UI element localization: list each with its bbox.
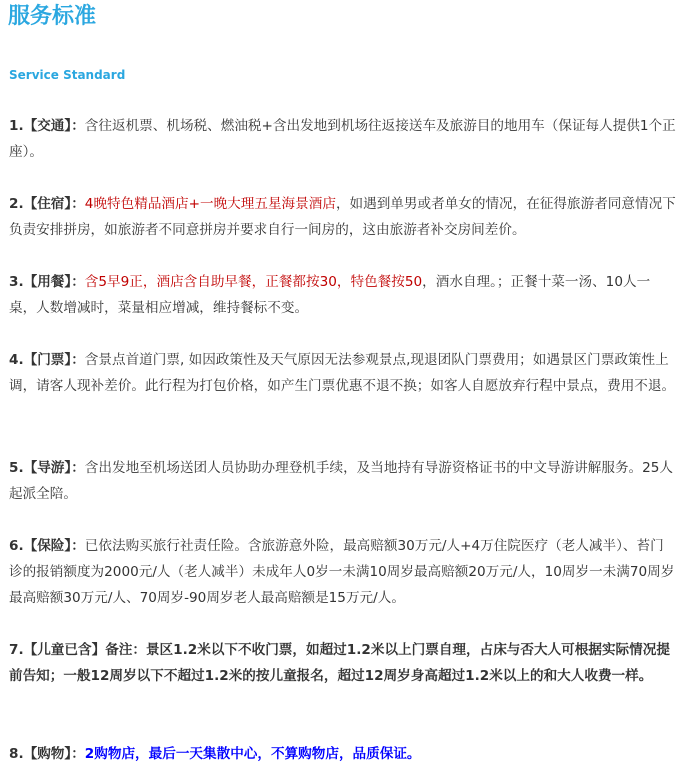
item-insurance: [9, 533, 677, 611]
item-text: 备注：景区1.2米以下不收门票，如超过1.2米以上门票自理，占床与否大人可根据实际情况提前告知；一般12周岁以下不超过1.2米的按儿童报名，超过12周岁身高超过1.2米以上的和大人收费一样。: [9, 642, 670, 684]
item-highlight: 含5早9正，酒店含自助早餐，正餐都按30，特色餐按50: [84, 274, 423, 290]
item-label: 7.【儿童已含】: [9, 642, 106, 658]
item-label: 3.【用餐】: [9, 274, 72, 290]
item-meals: [9, 269, 677, 321]
item-children: [9, 637, 677, 689]
item-label: 8.【购物】: [9, 746, 72, 762]
item-separator: ：: [71, 274, 85, 290]
item-shopping: [9, 741, 677, 767]
item-separator: ：: [71, 118, 85, 134]
item-highlight: 2购物店，最后一天集散中心，不算购物店，品质保证。: [84, 746, 421, 762]
item-accommodation: [9, 191, 677, 243]
item-guide: [9, 455, 677, 507]
item-text: ，如遇到单男或者单女的情况，在征得旅游者同意情况下负责安排拼房，如旅游者不同意拼房并要求自行一间房的，这由旅游者补交房间差价。: [9, 196, 676, 238]
item-text: 已依法购买旅行社责任险。含旅游意外险，最高赔额30万元/人+4万住院医疗（老人减半）、苔门诊的报销额度为2000元/人（老人减半）未成年人0岁一未满10周岁最高赔额20万元/人，10周岁一未满70周岁最高赔额30万元/人、70周岁-90周岁老人最高赔额是15万元/人。: [9, 538, 675, 606]
item-text: 含出发地至机场送团人员协助办理登机手续，及当地持有导游资格证书的中文导游讲解服务。25人起派全陪。: [9, 460, 674, 502]
page-subtitle: Service Standard: [9, 68, 126, 82]
page-title: 服务标准: [8, 4, 97, 29]
item-separator: ：: [71, 460, 85, 476]
item-label: 4.【门票】: [9, 352, 72, 368]
item-separator: ：: [71, 538, 85, 554]
item-separator: ：: [71, 352, 85, 368]
item-label: 5.【导游】: [9, 460, 72, 476]
item-text: 含景点首道门票, 如因政策性及天气原因无法参观景点,现退团队门票费用；如遇景区门票政策性上调，请客人现补差价。此行程为打包价格，如产生门票优惠不退不换；如客人自愿放弃行程中景点，费用不退。: [9, 352, 676, 394]
item-separator: ：: [71, 196, 85, 212]
item-text: 含往返机票、机场税、燃油税+含出发地到机场往返接送车及旅游目的地用车（保证每人提供1个正座）。: [9, 118, 676, 160]
item-label: 6.【保险】: [9, 538, 72, 554]
item-highlight: 4晚特色精品酒店+一晚大理五星海景酒店: [84, 196, 336, 212]
item-transport: [9, 113, 677, 165]
item-label: 1.【交通】: [9, 118, 72, 134]
item-text: ，酒水自理。；正餐十菜一汤、10人一桌，人数增减时，菜量相应增减，维持餐标不变。: [9, 274, 651, 316]
item-tickets: [9, 347, 677, 399]
item-separator: ：: [71, 746, 85, 762]
item-label: 2.【住宿】: [9, 196, 72, 212]
